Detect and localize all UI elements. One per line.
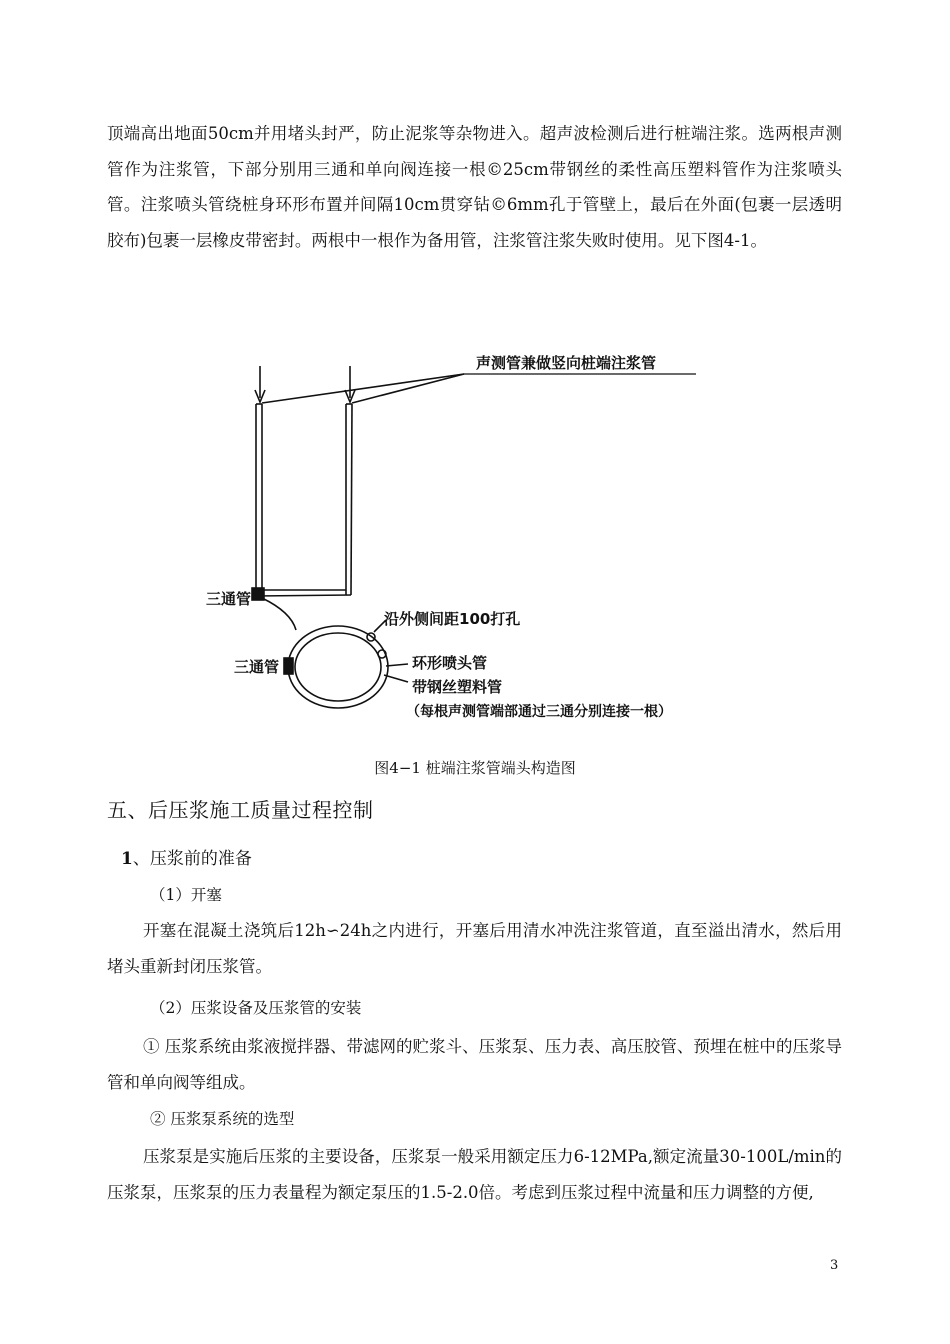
intro-paragraph: 顶端高出地面50cm并用堵头封严，防止泥浆等杂物进入。超声波检测后进行桩端注浆。选两根声测管作为注浆管，下部分别用三通和单向阀连接一根©25cm带钢丝的柔性高压塑料管作为注浆喷头管。注浆喷头管绕桩身环形布置并间隔10cm贯穿钻©6mm孔于管壁上，最后在外面(包裹一层透明胶布)包裹一层橡皮带密封。两根中一根作为备用管，注浆管注浆失败时使用。见下图4-1。 — [107, 124, 842, 250]
label-plastic: 带钢丝塑料管 — [412, 678, 503, 696]
label-tee-top: 三通管 — [206, 590, 252, 608]
tube-right-inner — [351, 404, 352, 595]
subsection-title: 、压浆前的准备 — [132, 849, 252, 869]
leader-top-left — [262, 374, 464, 403]
grouting-pipe-diagram — [196, 340, 766, 740]
item-3-paragraph: 压浆泵是实施后压浆的主要设备，压浆泵一般采用额定压力6-12MPa,额定流量30-100L/min的压浆泵，压浆泵的压力表量程为额定泵压的1.5-2.0倍。考虑到压浆过程中流量和压力调整的方便, — [107, 1147, 842, 1202]
section-5-heading: 五、后压浆施工质量过程控制 — [107, 798, 374, 822]
item-1-title: （1）开塞 — [150, 886, 222, 904]
ring-inner — [295, 633, 381, 701]
ring-outer — [288, 626, 388, 708]
item-3-title: ② 压浆泵系统的选型 — [150, 1110, 295, 1128]
label-note: （每根声测管端部通过三通分别连接一根） — [406, 704, 672, 720]
item-1-paragraph: 开塞在混凝土浇筑后12h∽24h之内进行，开塞后用清水冲洗注浆管道，直至溢出清水，然后用堵头重新封闭压浆管。 — [107, 921, 842, 976]
connect-line — [262, 598, 296, 630]
page-number: 3 — [830, 1258, 839, 1273]
figure-caption: 图4−1 桩端注浆管端头构造图 — [374, 759, 576, 777]
subsection-number: 1 — [121, 849, 133, 869]
label-holes: 沿外侧间距100打孔 — [384, 610, 521, 628]
leader-top-right — [352, 374, 464, 403]
subsection-1-heading — [121, 844, 252, 869]
figure-4-1 — [196, 340, 766, 740]
tee-ring-block — [284, 658, 293, 674]
label-ring: 环形喷头管 — [412, 654, 488, 672]
label-top: 声测管兼做竖向桩端注浆管 — [476, 354, 657, 372]
item-2-paragraph: ① 压浆系统由浆液搅拌器、带滤网的贮浆斗、压浆泵、压力表、高压胶管、预埋在桩中的压浆导管和单向阀等组成。 — [107, 1037, 842, 1092]
label-tee-ring: 三通管 — [234, 658, 280, 676]
item-2-title: （2）压浆设备及压浆管的安装 — [150, 999, 362, 1017]
tube-bottom-outer — [256, 595, 351, 596]
